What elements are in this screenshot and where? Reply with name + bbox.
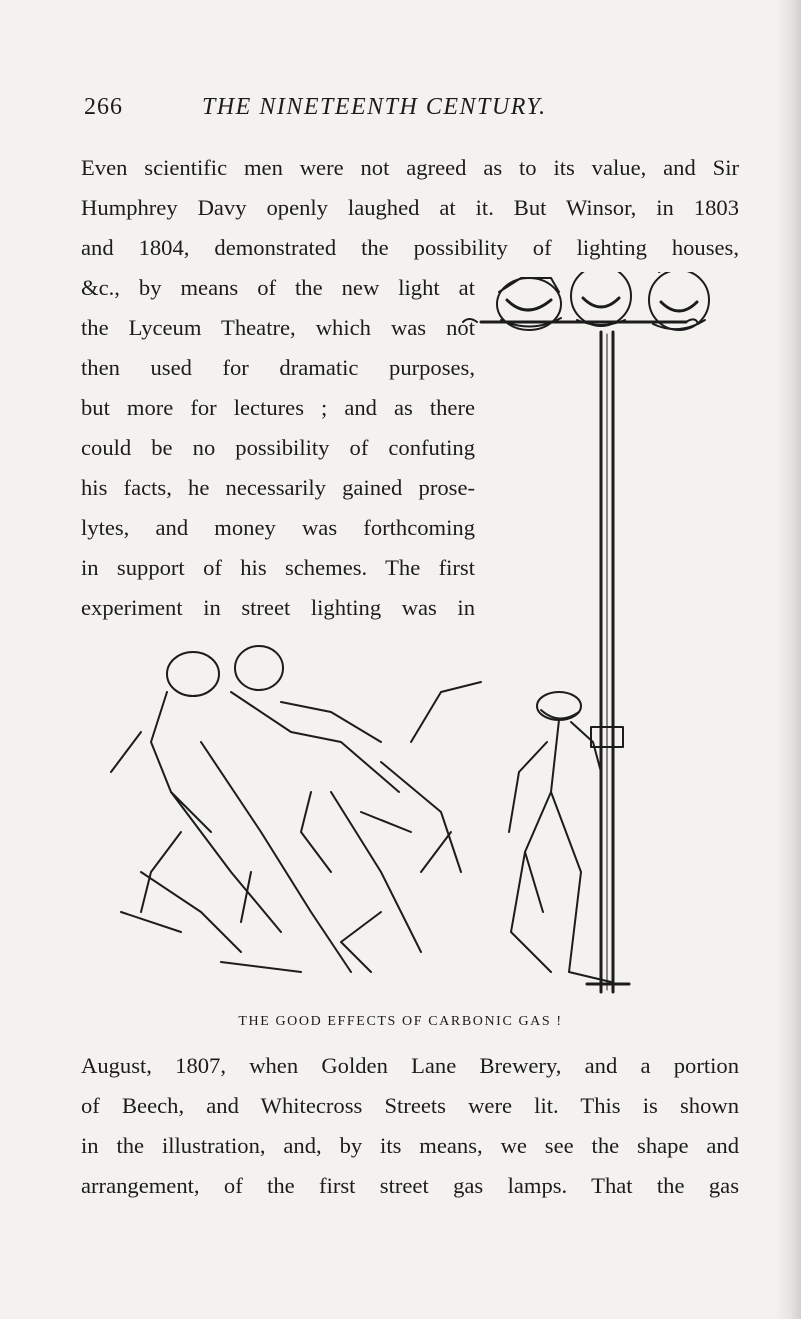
body-line: his facts, he necessarily gained prose-: [81, 475, 475, 500]
body-line: the Lyceum Theatre, which was not: [81, 315, 475, 340]
body-line: and 1804, demonstrated the possibility of lighting houses,: [81, 235, 739, 260]
body-line: Even scientific men were not agreed as to its value, and Sir: [81, 155, 739, 180]
body-line: could be no possibility of confuting: [81, 435, 475, 460]
running-head: [84, 94, 724, 130]
body-line: &c., by means of the new light at: [81, 275, 475, 300]
page-edge-shadow: [775, 0, 801, 1319]
body-line: in support of his schemes. The first: [81, 555, 475, 580]
lamplighter-figure: [509, 692, 611, 982]
body-line: arrangement, of the first street gas lamps. That the gas: [81, 1173, 739, 1198]
body-line: then used for dramatic purposes,: [81, 355, 475, 380]
body-line: Humphrey Davy openly laughed at it. But Winsor, in 1803: [81, 195, 739, 220]
body-line: of Beech, and Whitecross Streets were lit. This is shown: [81, 1093, 739, 1118]
street-lamp-middle: [571, 272, 631, 326]
lamp-post: [463, 319, 698, 992]
gas-lamp-illustration: [81, 272, 721, 1012]
body-line: August, 1807, when Golden Lane Brewery, and a portion: [81, 1053, 739, 1078]
body-line: experiment in street lighting was in: [81, 595, 475, 620]
body-line: lytes, and money was forthcoming: [81, 515, 475, 540]
running-title: THE NINETEENTH CENTURY.: [202, 94, 547, 120]
page-number: 266: [84, 94, 123, 120]
illustration-caption: THE GOOD EFFECTS OF CARBONIC GAS !: [238, 1014, 563, 1029]
fallen-figures-group: [111, 646, 481, 972]
body-line: in the illustration, and, by its means, we see the shape and: [81, 1133, 739, 1158]
body-line: but more for lectures ; and as there: [81, 395, 475, 420]
